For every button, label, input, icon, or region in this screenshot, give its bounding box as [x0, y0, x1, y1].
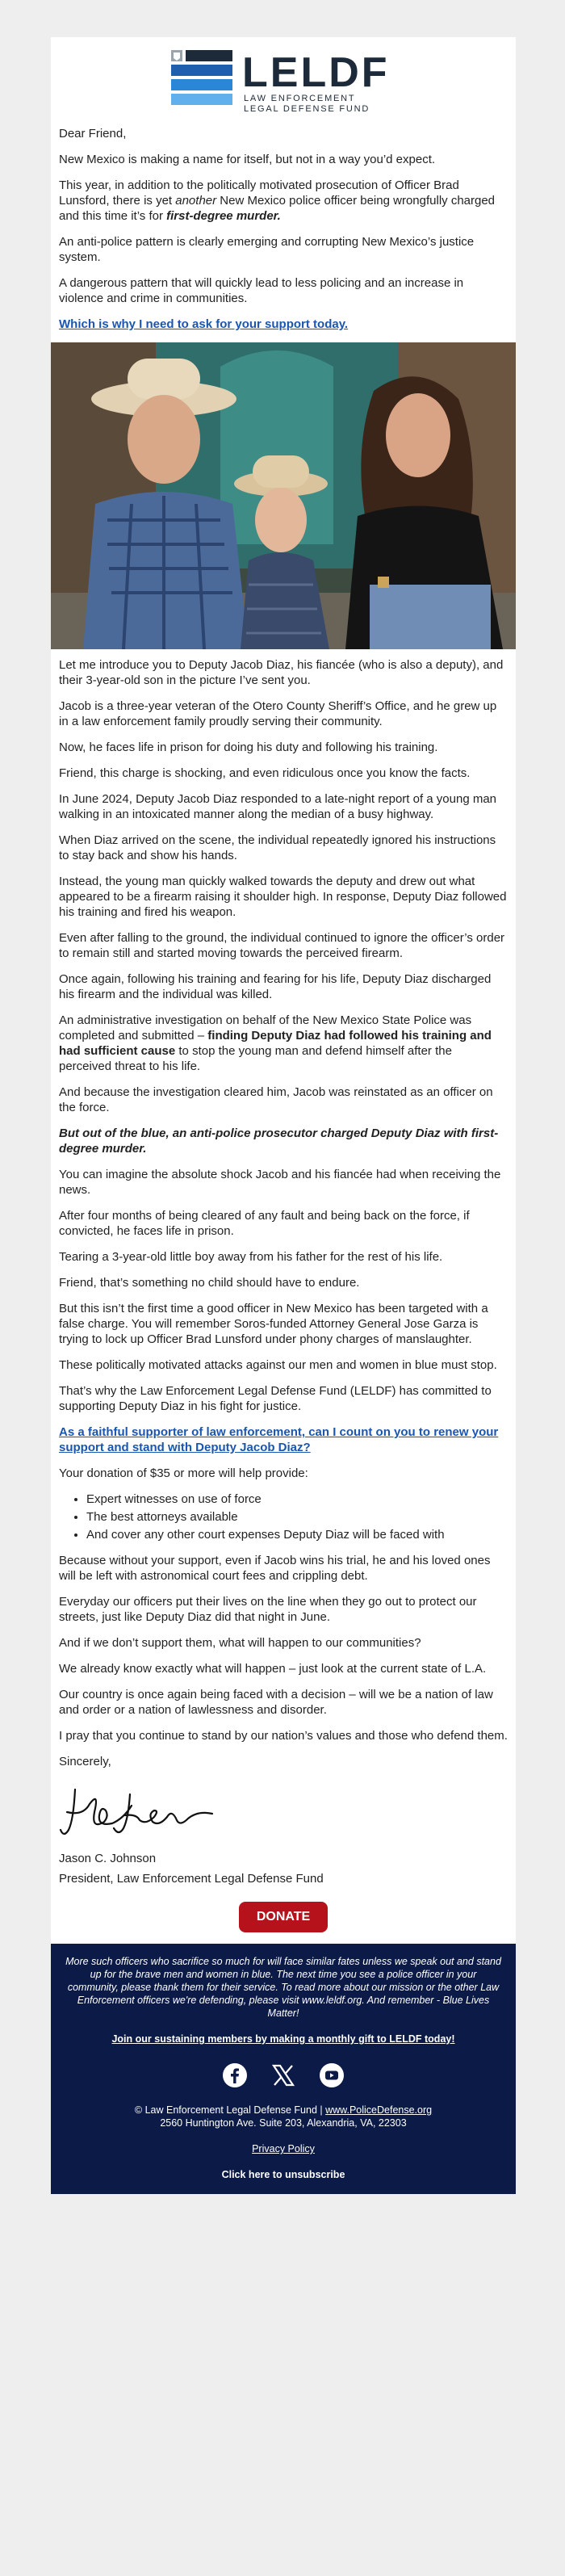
donation-uses-list: [59, 1491, 508, 1542]
facebook-icon[interactable]: [223, 2063, 247, 2087]
donate-section: [51, 1897, 516, 1944]
intro-paragraph-1: New Mexico is making a name for itself, but not in a way you’d expect.: [59, 153, 436, 166]
family-photo-illustration: [51, 342, 516, 649]
support-link-paragraph: [59, 317, 508, 332]
leldf-logo[interactable]: [170, 45, 396, 118]
story-paragraph-15: Tearing a 3-year-old little boy away from his father for the rest of his life.: [59, 1250, 443, 1264]
story-paragraph-7: Instead, the young man quickly walked towards the deputy and drew out what appeared to be a firearm raising it shoulder high. In response, Deputy Diaz followed his training and fired his weapon.: [59, 875, 507, 919]
story-paragraph-13: You can imagine the absolute shock Jacob and his fiancée had when receiving the news.: [59, 1168, 501, 1197]
logo-mark-icon: [170, 45, 234, 118]
support-link[interactable]: Which is why I need to ask for your support today.: [59, 317, 349, 331]
story-paragraph-26: I pray that you continue to stand by our nation’s values and those who defend them.: [59, 1729, 508, 1743]
story-paragraph-22: Everyday our officers put their lives on the line when they go out to protect our streets, just like Deputy Diaz did that night in June.: [59, 1595, 477, 1624]
story-paragraph-19: That’s why the Law Enforcement Legal Defense Fund (LELDF) has committed to supporting Deputy Diaz in his fight for justice.: [59, 1384, 492, 1413]
list-item: • The best attorneys available: [86, 1509, 508, 1525]
story-paragraph-5: In June 2024, Deputy Jacob Diaz responded to a late-night report of a young man walking in an intoxicated manner along the median of a busy highway.: [59, 792, 497, 821]
story-paragraph-23: And if we don’t support them, what will happen to our communities?: [59, 1636, 421, 1650]
family-photo: [51, 342, 516, 649]
story-paragraph-16: Friend, that’s something no child should have to endure.: [59, 1276, 360, 1290]
footer-message: More such officers who sacrifice so much for will face similar fates unless we speak out and stand up for the brave men and women in blue. The next time you see a police officer in your community, please thank them for their service. To read more about our mission or the other Law Enforcement officers we're defending, please visit www.leldf.org. And remember - Blue Lives Matter!: [65, 1956, 501, 2019]
greeting: Dear Friend,: [59, 127, 127, 141]
handwritten-signature: [59, 1780, 220, 1844]
story-paragraph-12: But out of the blue, an anti-police prosecutor charged Deputy Diaz with first-degree murder.: [59, 1126, 499, 1156]
youtube-icon[interactable]: [320, 2063, 344, 2087]
intro-paragraph-3: An anti-police pattern is clearly emerging and corrupting New Mexico’s justice system.: [59, 235, 475, 264]
intro-paragraph-2: This year, in addition to the politically motivated prosecution of Officer Brad Lunsford, there is yet another New Mexico police officer being wrongfully charged and this time it’s for first-degree murder.: [59, 178, 496, 223]
story-paragraph-10: An administrative investigation on behalf of the New Mexico State Police was completed and submitted – finding Deputy Diaz had followed his training and had sufficient cause to stop the young man and defend himself after the perceived threat to his life.: [59, 1013, 492, 1073]
donate-button[interactable]: DONATE: [239, 1902, 328, 1932]
story-paragraph-24: We already know exactly what will happen – just look at the current state of L.A.: [59, 1662, 487, 1676]
closing: Sincerely,: [59, 1755, 111, 1768]
story-paragraph-11: And because the investigation cleared him, Jacob was reinstated as an officer on the force.: [59, 1085, 493, 1114]
story-paragraph-17: But this isn’t the first time a good officer in New Mexico has been targeted with a false charge. You will remember Soros-funded Attorney General Jose Garza is trying to lock up Officer Brad Lunsford under phony charges of manslaughter.: [59, 1302, 488, 1346]
email-footer: [51, 1944, 516, 2194]
signer-name: Jason C. Johnson: [59, 1852, 157, 1865]
list-item: • And cover any other court expenses Deputy Diaz will be faced with: [86, 1527, 508, 1542]
list-item: • Expert witnesses on use of force: [86, 1491, 508, 1507]
website-link[interactable]: www.PoliceDefense.org: [325, 2104, 433, 2116]
story-paragraph-2: Jacob is a three-year veteran of the Otero County Sheriff’s Office, and he grew up in a law enforcement family proudly serving their community.: [59, 699, 497, 728]
story-paragraph-14: After four months of being cleared of any fault and being back on the force, if convicted, he faces life in prison.: [59, 1209, 470, 1238]
signer-title: President, Law Enforcement Legal Defense Fund: [59, 1872, 324, 1886]
monthly-gift-link[interactable]: Join our sustaining members by making a monthly gift to LELDF today!: [111, 2033, 455, 2045]
intro-paragraph-4: A dangerous pattern that will quickly lead to less policing and an increase in violence and crime in communities.: [59, 276, 464, 305]
unsubscribe-link[interactable]: Click here to unsubscribe: [221, 2169, 345, 2180]
renew-support-link[interactable]: As a faithful supporter of law enforcement, can I count on you to renew your support and stand with Deputy Jacob Diaz?: [59, 1425, 499, 1454]
story-paragraph-1: Let me introduce you to Deputy Jacob Diaz, his fiancée (who is also a deputy), and their 3-year-old son in the picture I’ve sent you.: [59, 658, 504, 687]
logo-wordmark: LELDF: [242, 49, 390, 96]
email-card: [51, 37, 516, 2194]
renew-link-paragraph: [59, 1424, 508, 1455]
story-paragraph-6: When Diaz arrived on the scene, the individual repeatedly ignored his instructions to stay back and show his hands.: [59, 833, 496, 862]
letter-intro: [51, 126, 516, 332]
privacy-policy-row: [65, 2142, 501, 2155]
story-paragraph-3: Now, he faces life in prison for doing his duty and following his training.: [59, 740, 438, 754]
logo-subtitle: LAW ENFORCEMENT LEGAL DEFENSE FUND: [244, 94, 370, 114]
story-paragraph-4: Friend, this charge is shocking, and even ridiculous once you know the facts.: [59, 766, 471, 780]
x-twitter-icon[interactable]: [271, 2063, 295, 2087]
story-paragraph-9: Once again, following his training and fearing for his life, Deputy Diaz discharged his firearm and the individual was killed.: [59, 972, 492, 1001]
social-links: [65, 2063, 501, 2087]
story-paragraph-21: Because without your support, even if Jacob wins his trial, he and his loved ones will be left with astronomical court fees and crippling debt.: [59, 1554, 491, 1583]
story-paragraph-8: Even after falling to the ground, the individual continued to ignore the officer’s order to remain still and started moving towards the perceived firearm.: [59, 931, 505, 960]
story-paragraph-20: Your donation of $35 or more will help provide:: [59, 1466, 308, 1480]
email-header: [51, 37, 516, 126]
footer-address: © Law Enforcement Legal Defense Fund | www.PoliceDefense.org 2560 Huntington Ave. Suite 203, Alexandria, VA, 22303: [134, 2104, 433, 2129]
privacy-policy-link[interactable]: Privacy Policy: [252, 2143, 315, 2154]
story-paragraph-25: Our country is once again being faced with a decision – will we be a nation of law and order or a nation of lawlessness and disorder.: [59, 1688, 493, 1717]
signature: [59, 1780, 508, 1844]
story-paragraph-18: These politically motivated attacks against our men and women in blue must stop.: [59, 1358, 497, 1372]
letter-body: [51, 657, 516, 1886]
